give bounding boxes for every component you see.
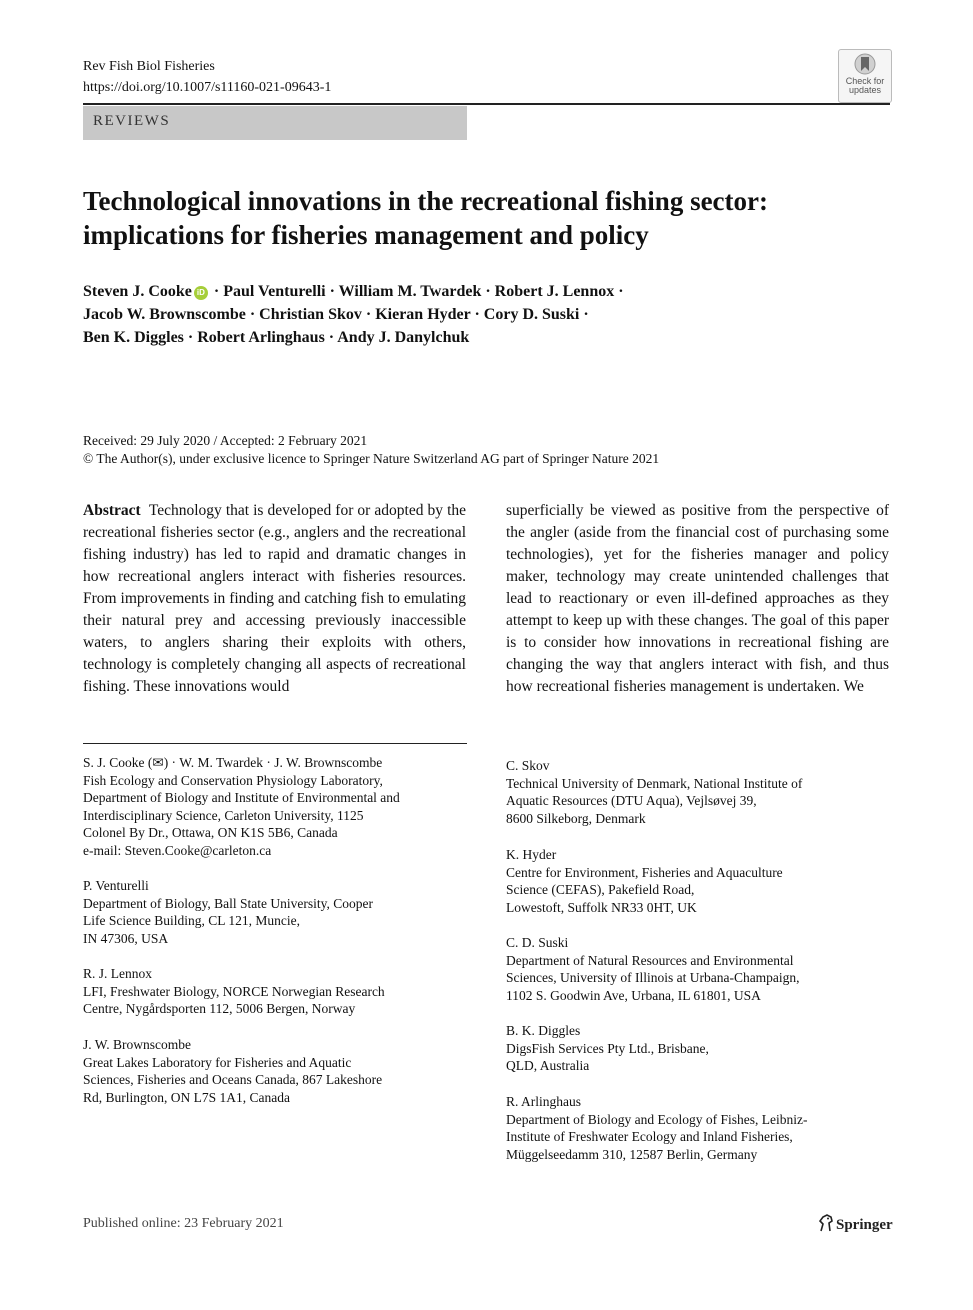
received-accepted-dates: Received: 29 July 2020 / Accepted: 2 February 2021 [83, 433, 368, 448]
affiliation-name: P. Venturelli [83, 878, 149, 893]
affiliation-line: IN 47306, USA [83, 930, 169, 946]
affiliation-line: Department of Biology, Ball State University, Cooper [83, 895, 373, 911]
doi-link[interactable]: https://doi.org/10.1007/s11160-021-09643-1 [83, 80, 332, 95]
springer-logo [818, 1214, 893, 1234]
affiliation-name: R. Arlinghaus [506, 1094, 582, 1109]
springer-horse-icon [818, 1214, 834, 1232]
affiliation-brownscombe [83, 1036, 467, 1106]
affiliation-line: Centre, Nygårdsporten 112, 5006 Bergen, Norway [83, 1001, 356, 1017]
affiliation-skov [506, 757, 890, 827]
affiliation-line: QLD, Australia [506, 1058, 590, 1074]
paper-title [83, 184, 883, 252]
section-label: REVIEWS [93, 113, 171, 129]
author-list [83, 280, 893, 349]
affiliation-name: R. J. Lennox [83, 966, 152, 981]
abstract-right-column: superficially be viewed as positive from the perspective of the angler (aside from the financial cost of purchasing some technologies), yet for the fisheries manager and policy maker, technology may create unintended challenges that lead to reactionary or even ill-defined approaches as they attempt to keep up with these changes. The goal of this paper is to consider how innovations in recreational fishing are changing the way that anglers interact with fish, and thus how recreational fisheries management is undertaken. We [506, 502, 889, 695]
affiliation-line: DigsFish Services Pty Ltd., Brisbane, [506, 1040, 709, 1056]
affiliation-line: Life Science Building, CL 121, Muncie, [83, 913, 300, 929]
affiliation-line: Müggelseedamm 310, 12587 Berlin, Germany [506, 1146, 758, 1162]
affiliation-rule [83, 743, 467, 744]
affiliation-line: Lowestoft, Suffolk NR33 0HT, UK [506, 899, 697, 915]
affiliation-line: Great Lakes Laboratory for Fisheries and Aquatic [83, 1054, 352, 1070]
affiliation-line: Department of Biology and Ecology of Fishes, Leibniz- [506, 1111, 808, 1127]
check-label-2: updates [848, 85, 882, 95]
affiliation-name: J. W. Brownscombe [83, 1037, 191, 1052]
affiliation-arlinghaus [506, 1093, 890, 1163]
corresponding-author[interactable]: Steven J. Cooke [83, 283, 192, 300]
journal-name: Rev Fish Biol Fisheries [83, 59, 215, 74]
affiliation-line: Colonel By Dr., Ottawa, ON K1S 5B6, Canada [83, 825, 338, 841]
affiliation-line: Sciences, University of Illinois at Urbana-Champaign, [506, 970, 800, 986]
abstract-left-text: Technology that is developed for or adopted by the recreational fisheries sector (e.g., anglers and the recreational fishing industry) has led to rapid and dramatic changes in how recreational anglers interact with fisheries resources. From improvements in finding and catching fish to emulating their natural prey and accessing previously inaccessible waters, to anglers sharing their exploits with others, technology is completely changing all aspects of recreational fishing. These innovations would [83, 502, 467, 695]
affiliation-line: Science (CEFAS), Pakefield Road, [506, 882, 695, 898]
affiliation-name: B. K. Diggles [506, 1023, 581, 1038]
affiliation-line: Department of Natural Resources and Environmental [506, 952, 794, 968]
affiliation-line: 8600 Silkeborg, Denmark [506, 810, 646, 826]
published-online-date: Published online: 23 February 2021 [83, 1216, 284, 1231]
affiliation-diggles [506, 1022, 890, 1075]
affiliation-hyder [506, 846, 890, 916]
corresponding-email[interactable]: e-mail: Steven.Cooke@carleton.ca [83, 842, 272, 858]
check-for-updates-badge[interactable] [838, 49, 892, 103]
affiliation-line: Technical University of Denmark, National Institute of [506, 775, 803, 791]
affiliation-line: Sciences, Fisheries and Oceans Canada, 867 Lakeshore [83, 1072, 383, 1088]
affiliation-name: K. Hyder [506, 847, 557, 862]
author-line-2: Jacob W. Brownscombe · Christian Skov · Kieran Hyder · Cory D. Suski · [83, 306, 589, 323]
check-label-1: Check for [845, 76, 885, 86]
abstract-left-column [83, 500, 466, 698]
affiliation-name: C. D. Suski [506, 935, 569, 950]
title-line-1: Technological innovations in the recreational fishing sector: [83, 186, 769, 216]
author-line-1-rest: · Paul Venturelli · William M. Twardek · Robert J. Lennox · [209, 283, 624, 300]
copyright-line: © The Author(s), under exclusive licence to Springer Nature Switzerland AG part of Springer Nature 2021 [83, 451, 660, 466]
bookmark-icon [854, 53, 876, 77]
affiliation-line: Institute of Freshwater Ecology and Inland Fisheries, [506, 1129, 793, 1145]
affiliation-suski [506, 934, 890, 1004]
affiliation-line: LFI, Freshwater Biology, NORCE Norwegian Research [83, 983, 385, 999]
affiliation-name: C. Skov [506, 758, 550, 773]
orcid-icon[interactable]: iD [194, 286, 208, 300]
publisher-name: Springer [836, 1217, 893, 1233]
affiliation-name: S. J. Cooke (✉) · W. M. Twardek · J. W. Brownscombe [83, 755, 383, 770]
affiliation-line: Rd, Burlington, ON L7S 1A1, Canada [83, 1089, 290, 1105]
abstract-heading: Abstract [83, 502, 141, 519]
affiliation-venturelli [83, 877, 467, 947]
affiliation-line: Centre for Environment, Fisheries and Aquaculture [506, 864, 783, 880]
affiliation-cooke [83, 754, 467, 860]
affiliation-line: Aquatic Resources (DTU Aqua), Vejlsøvej 39, [506, 793, 757, 809]
affiliation-line: 1102 S. Goodwin Ave, Urbana, IL 61801, USA [506, 987, 761, 1003]
author-line-3: Ben K. Diggles · Robert Arlinghaus · Andy J. Danylchuk [83, 329, 470, 346]
author-line-1 [83, 280, 893, 303]
affiliation-lennox [83, 965, 467, 1018]
affiliation-line: Interdisciplinary Science, Carleton University, 1125 [83, 807, 364, 823]
affiliation-line: Fish Ecology and Conservation Physiology Laboratory, [83, 772, 383, 788]
title-line-2: implications for fisheries management and policy [83, 220, 649, 250]
header-rule [83, 103, 890, 105]
affiliation-line: Department of Biology and Institute of Environmental and [83, 790, 400, 806]
